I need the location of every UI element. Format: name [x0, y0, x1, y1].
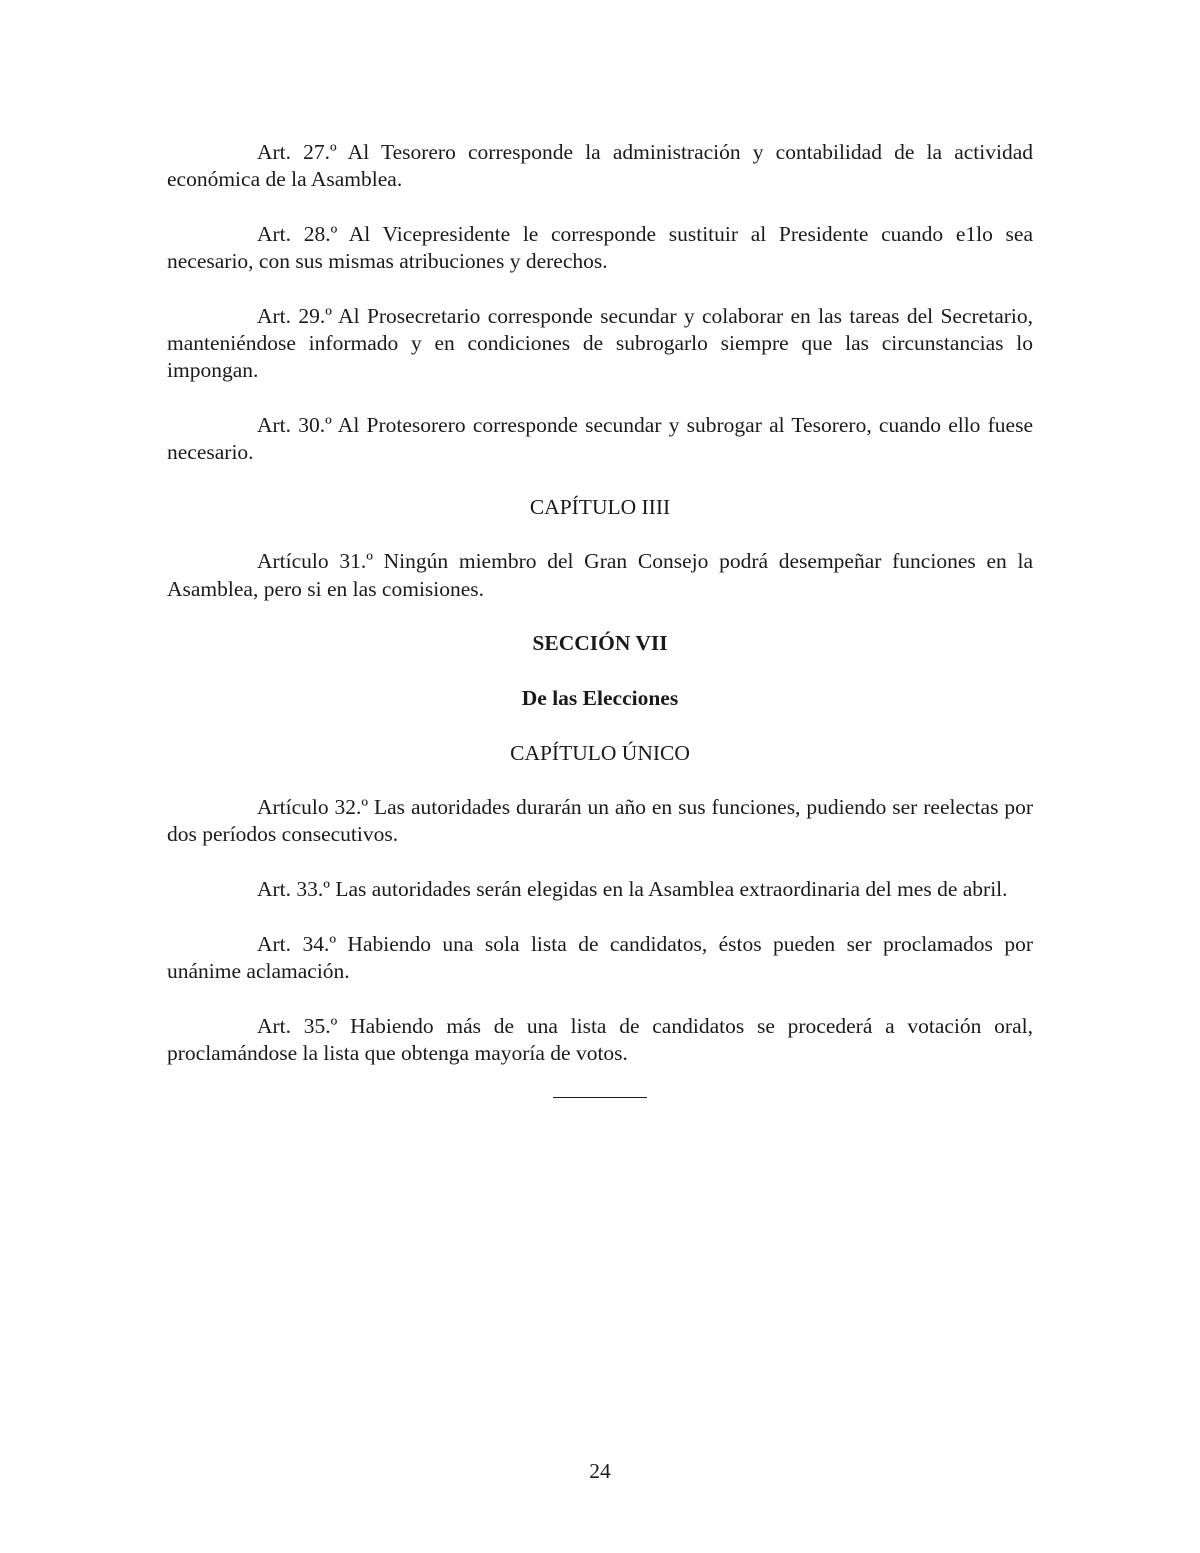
article-27: Art. 27.º Al Tesorero corresponde la administración y contabilidad de la actividad económica de la Asamblea.	[167, 140, 1033, 192]
end-rule	[553, 1097, 647, 1098]
document-body	[167, 139, 1033, 1098]
section-subtitle: De las Elecciones	[521, 685, 679, 710]
article-31: Artículo 31.º Ningún miembro del Gran Consejo podrá desempeñar funciones en la Asamblea, pero si en las comisiones.	[167, 549, 1033, 601]
page-number: 24	[589, 1459, 611, 1483]
article-33: Art. 33.º Las autoridades serán elegidas en la Asamblea extraordinaria del mes de abril.	[257, 877, 1008, 902]
article-29: Art. 29.º Al Prosecretario corresponde secundar y colaborar en las tareas del Secretario, manteniéndose informado y en condiciones de subrogarlo siempre que las circunstancias lo impongan.	[167, 303, 1033, 383]
section-heading: SECCIÓN VII	[532, 631, 668, 656]
chapter-heading-iiii: CAPÍTULO IIII	[529, 494, 671, 519]
article-30: Art. 30.º Al Protesorero corresponde secundar y subrogar al Tesorero, cuando ello fuese necesario.	[167, 412, 1033, 465]
article-32: Artículo 32.º Las autoridades durarán un año en sus funciones, pudiendo ser reelectas por dos períodos consecutivos.	[167, 795, 1033, 847]
article-34: Art. 34.º Habiendo una sola lista de candidatos, éstos pueden ser proclamados por unánime aclamación.	[167, 931, 1033, 983]
chapter-heading-unico: CAPÍTULO ÚNICO	[510, 740, 690, 765]
article-35: Art. 35.º Habiendo más de una lista de candidatos se procederá a votación oral, proclamándose la lista que obtenga mayoría de votos.	[167, 1013, 1033, 1065]
article-28: Art. 28.º Al Vicepresidente le corresponde sustituir al Presidente cuando e1lo sea necesario, con sus mismas atribuciones y derechos.	[167, 221, 1033, 274]
